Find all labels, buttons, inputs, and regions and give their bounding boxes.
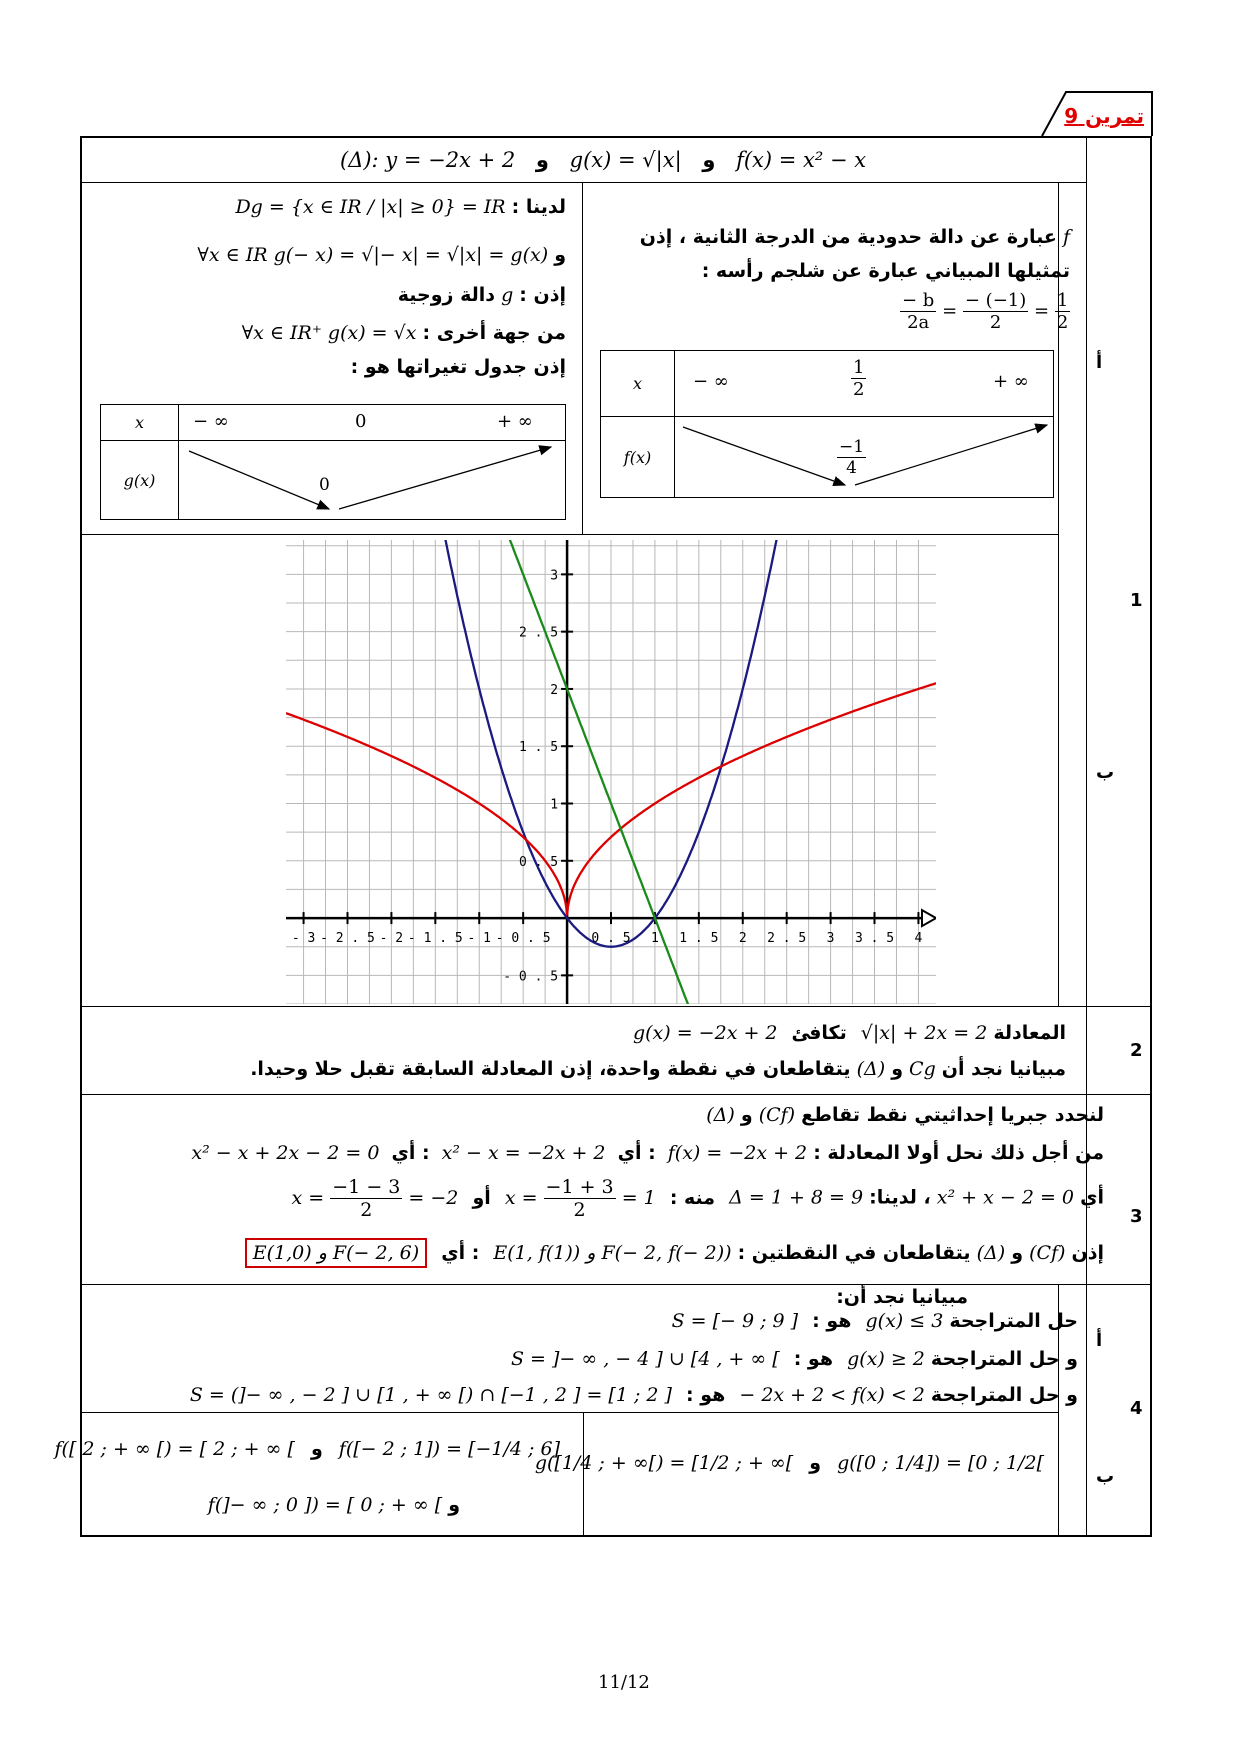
f-table-x: x bbox=[632, 374, 643, 393]
f-parabola-line1: f عبارة عن دالة حدودية من الدرجة الثانية ، إذن bbox=[639, 226, 1070, 248]
q4-intro: مبيانيا نجد أن: bbox=[836, 1286, 968, 1308]
y-tick-label: 2 . 5 bbox=[518, 625, 559, 641]
x-tick-label: 3 . 5 bbox=[854, 931, 895, 947]
x-tick-label: 4 bbox=[914, 931, 923, 947]
and-1: و bbox=[535, 148, 549, 172]
g-table-zero: 0 bbox=[355, 411, 367, 432]
q3-line2: من أجل ذلك نحل أولا المعادلة : f(x) = −2x + 2 : أي x² − x = −2x + 2 : أي x² − x + 2x − 2 = 0 bbox=[191, 1142, 1104, 1164]
frame-top bbox=[80, 136, 1152, 138]
x-tick-label: - 3 bbox=[291, 931, 316, 947]
x-tick-label: - 1 . 5 bbox=[407, 931, 463, 947]
split-1a bbox=[582, 182, 583, 534]
f-variation-table: x − ∞ $\frac{1}{2}$ + ∞ f(x) $\frac{-1}{4}$ bbox=[600, 350, 1054, 498]
q4-ineq2: و حل المتراجحة g(x) ≥ 2 هو : S = ]− ∞ , − 4 ] ∪ [4 , + ∞ [ bbox=[510, 1348, 1078, 1370]
x-axis-arrow bbox=[922, 910, 936, 926]
row-divider-q2 bbox=[81, 1006, 1150, 1007]
q4-ineq1: حل المتراجحة g(x) ≤ 3 هو : S = [− 9 ; 9 ] bbox=[671, 1310, 1078, 1332]
part-label-4a: أ bbox=[1096, 1330, 1103, 1351]
vertex-formula: $\frac{- b}{2a}$ = $\frac{- (-1)}{2}$ = $\frac{1}{2}$ bbox=[902, 290, 1069, 333]
page-number: 11/12 bbox=[598, 1672, 650, 1693]
g-def: g(x) = √|x| bbox=[569, 148, 682, 172]
intersection-result-box: E(1,0) و F(− 2, 6) bbox=[245, 1238, 427, 1268]
f-table-min: $\frac{-1}{4}$ bbox=[839, 437, 865, 478]
x-tick-label: 2 bbox=[738, 931, 747, 947]
g-table-x: x bbox=[134, 413, 145, 432]
g-even-line: و ∀x ∈ IR g(− x) = √|− x| = √|x| = g(x) bbox=[197, 244, 566, 266]
chart-ticks bbox=[292, 568, 923, 984]
g-positive-line: من جهة أخرى : ∀x ∈ IR⁺ g(x) = √x bbox=[241, 322, 566, 344]
y-tick-label: 1 . 5 bbox=[518, 740, 559, 756]
x1-solution: x = $\frac{-1 + 3}{2}$ = 1 bbox=[504, 1176, 656, 1221]
row-divider-statement bbox=[81, 182, 1086, 183]
q2-line1: المعادلة √|x| + 2x = 2 تكافئ g(x) = −2x + 2 bbox=[632, 1022, 1066, 1044]
x-tick-label: 1 bbox=[651, 931, 659, 947]
part-label-a: أ bbox=[1096, 352, 1103, 373]
y-tick-label: - 0 . 5 bbox=[503, 969, 559, 985]
part-label-4b: ب bbox=[1096, 1466, 1115, 1487]
q2-line2: مبيانيا نجد أن Cg و (Δ) يتقاطعان في نقطة واحدة، إذن المعادلة السابقة تقبل حلا وحيدا. bbox=[250, 1058, 1066, 1080]
delta-def: (Δ): y = −2x + 2 bbox=[340, 148, 516, 172]
q4b-g-images: g([0 ; 1/4]) = [0 ; 1/2[ و g([1/4 ; + ∞[) = [1/2 ; + ∞[ bbox=[534, 1452, 1044, 1474]
x-tick-label: 2 . 5 bbox=[767, 931, 807, 947]
y-tick-label: 3 bbox=[550, 568, 559, 584]
row-divider-q4 bbox=[81, 1284, 1150, 1285]
question-number-4: 4 bbox=[1130, 1398, 1143, 1419]
q4-ineq3: و حل المتراجحة − 2x + 2 < f(x) < 2 هو : S = (]− ∞ , − 2 ] ∪ [1 , + ∞ [) ∩ [−1 , 2 ] = [1 ; 2 ] bbox=[189, 1384, 1078, 1406]
row-divider-1a bbox=[81, 534, 1058, 535]
frame-bottom bbox=[80, 1535, 1152, 1537]
number-column-divider bbox=[1086, 136, 1087, 1535]
g-table-gx: g(x) bbox=[123, 470, 156, 490]
q4b-f-images-1: f([− 2 ; 1]) = [−1/4 ; 6] و f([ 2 ; + ∞ [) = [ 2 ; + ∞ [ bbox=[54, 1438, 560, 1460]
g-variation-table: x − ∞ 0 + ∞ g(x) 0 bbox=[100, 404, 566, 520]
question-number-2: 2 bbox=[1130, 1040, 1143, 1061]
row-divider-4b bbox=[81, 1412, 1058, 1413]
question-number-3: 3 bbox=[1130, 1206, 1143, 1227]
q4b-f-images-2: و f(]− ∞ ; 0 ]) = [ 0 ; + ∞ [ bbox=[207, 1494, 460, 1516]
and-2: و bbox=[702, 148, 716, 172]
y-tick-label: 1 bbox=[550, 797, 559, 813]
x-tick-label: - 2 bbox=[379, 931, 404, 947]
q3-line4: إذن (Cf) و (Δ) يتقاطعان في النقطتين : E(1, f(1)) و F(− 2, f(− 2)) : أي E(1,0) و F(− 2, 6) bbox=[245, 1242, 1104, 1264]
x-tick-label: - 2 . 5 bbox=[320, 931, 375, 947]
exercise-title: تمرين 9 bbox=[1064, 104, 1144, 128]
statement-line bbox=[340, 148, 866, 172]
f-parabola-line2: تمثيلها المبياني عبارة عن شلجم رأسه : bbox=[701, 260, 1070, 282]
frame-left bbox=[80, 136, 82, 1537]
question-number-1: 1 bbox=[1130, 590, 1143, 611]
x-tick-label: 1 . 5 bbox=[679, 931, 719, 947]
f-table-x-vertex: $\frac{1}{2}$ bbox=[853, 357, 865, 400]
function-graph bbox=[286, 540, 936, 1004]
g-table-min: 0 bbox=[319, 475, 330, 495]
f-def: f(x) = x² − x bbox=[736, 148, 867, 172]
y-tick-label: 2 bbox=[550, 682, 559, 698]
row-divider-q3 bbox=[81, 1094, 1150, 1095]
frame-right bbox=[1150, 136, 1152, 1537]
x-tick-label: 3 bbox=[826, 931, 835, 947]
g-domain-line: لدينا : Dg = {x ∈ IR / |x| ≥ 0} = IR bbox=[235, 196, 566, 218]
f-table-fx: f(x) bbox=[623, 447, 652, 467]
q3-line1: لنحدد جبريا إحداثيتي نقط تقاطع (Cf) و (Δ) bbox=[706, 1104, 1104, 1126]
x-tick-label: - 1 bbox=[467, 931, 491, 947]
y-tick-label: 0 . 5 bbox=[518, 854, 559, 870]
x2-solution: x = $\frac{-1 - 3}{2}$ = −2 bbox=[291, 1176, 459, 1221]
x-tick-label: 0 . 5 bbox=[591, 931, 631, 947]
g-even-conclusion: إذن : g دالة زوجية bbox=[397, 284, 566, 306]
q3-line3: أي x² + x − 2 = 0 ، لدينا: Δ = 1 + 8 = 9 منه : x = $\frac{-1 + 3}{2}$ = 1 أو x = $\frac{-1 - 3}{2}$ = −2 bbox=[291, 1176, 1104, 1221]
g-variation-arrows bbox=[179, 441, 567, 521]
part-label-b: ب bbox=[1096, 762, 1115, 783]
x-tick-label: - 0 . 5 bbox=[495, 931, 551, 947]
g-table-intro: إذن جدول تغيراتها هو : bbox=[350, 356, 566, 378]
